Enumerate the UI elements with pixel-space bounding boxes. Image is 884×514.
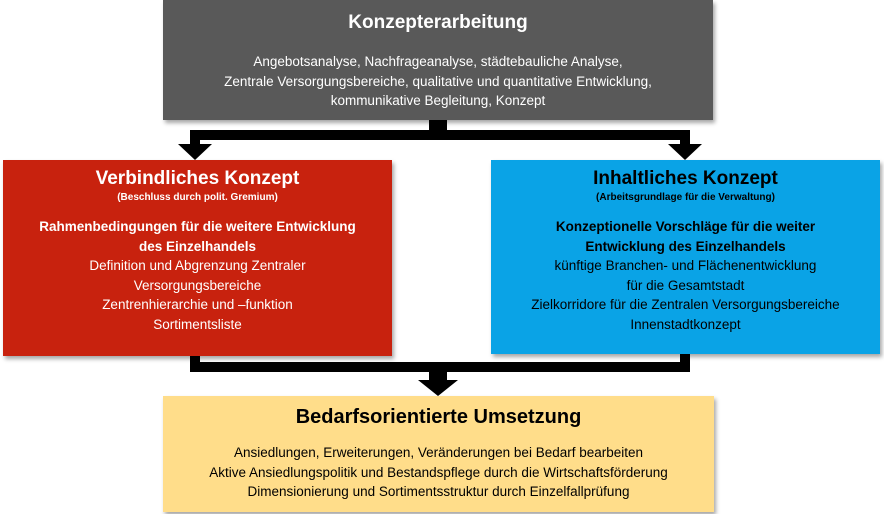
left-drop	[190, 130, 200, 145]
konzepterarbeitung-title: Konzepterarbeitung	[348, 12, 528, 33]
verbindliches-konzept-line: Sortimentsliste	[153, 316, 242, 332]
konzepterarbeitung-body	[163, 52, 713, 111]
inhaltliches-konzept-subtitle: (Arbeitsgrundlage für die Verwaltung)	[596, 192, 775, 203]
arrow-to-left-box	[178, 144, 212, 160]
inhaltliches-konzept-heading-line: Konzeptionelle Vorschläge für die weiter	[555, 219, 816, 234]
right-drop	[680, 130, 690, 145]
konzepterarbeitung-line: Zentrale Versorgungsbereiche, qualitative und quantitative Entwicklung,	[224, 73, 652, 89]
verbindliches-konzept-body	[3, 217, 392, 334]
merge-connector	[190, 354, 690, 396]
inhaltliches-konzept-line: Zielkorridore für die Zentralen Versorgungsbereiche	[531, 297, 840, 312]
verbindliches-konzept-line: Zentrenhierarchie und –funktion	[102, 297, 293, 312]
verbindliches-konzept-heading-line: des Einzelhandels	[138, 238, 257, 254]
inhaltliches-konzept-body	[491, 217, 880, 334]
konzepterarbeitung-line: kommunikative Begleitung, Konzept	[330, 93, 546, 108]
verbindliches-konzept-title: Verbindliches Konzept	[95, 168, 300, 189]
bedarfsorientierte-umsetzung-title: Bedarfsorientierte Umsetzung	[295, 406, 582, 428]
bedarfsorientierte-umsetzung-line: Dimensionierung und Sortimentsstruktur durch Einzelfallprüfung	[247, 484, 630, 499]
split-connector	[178, 120, 702, 160]
split-bar	[190, 130, 690, 140]
bottom-stem	[429, 362, 447, 382]
inhaltliches-konzept-title: Inhaltliches Konzept	[593, 168, 778, 189]
konzepterarbeitung-box	[163, 0, 713, 120]
arrow-to-bottom-box	[418, 380, 458, 396]
verbindliches-konzept-subtitle: (Beschluss durch polit. Gremium)	[117, 192, 278, 203]
bedarfsorientierte-umsetzung-box	[163, 396, 714, 512]
verbindliches-konzept-line: Definition und Abgrenzung Zentraler	[89, 258, 306, 273]
inhaltliches-konzept-line: künftige Branchen- und Flächenentwicklung	[554, 258, 817, 273]
inhaltliches-konzept-box	[491, 160, 880, 354]
bedarfsorientierte-umsetzung-line: Aktive Ansiedlungspolitik und Bestandspflege durch die Wirtschaftsförderung	[209, 464, 668, 480]
verbindliches-konzept-line: Versorgungsbereiche	[133, 277, 262, 293]
verbindliches-konzept-heading-line: Rahmenbedingungen für die weitere Entwicklung	[39, 219, 356, 234]
verbindliches-konzept-box	[3, 160, 392, 356]
inhaltliches-konzept-heading-line: Entwicklung des Einzelhandels	[585, 238, 786, 254]
bedarfsorientierte-umsetzung-line: Ansiedlungen, Erweiterungen, Veränderungen bei Bedarf bearbeiten	[233, 445, 644, 460]
arrow-to-right-box	[668, 144, 702, 160]
bedarfsorientierte-umsetzung-body	[163, 443, 714, 502]
konzepterarbeitung-line: Angebotsanalyse, Nachfrageanalyse, städtebauliche Analyse,	[253, 54, 623, 69]
inhaltliches-konzept-line: Innenstadtkonzept	[630, 316, 741, 332]
inhaltliches-konzept-line: für die Gesamtstadt	[626, 277, 745, 293]
